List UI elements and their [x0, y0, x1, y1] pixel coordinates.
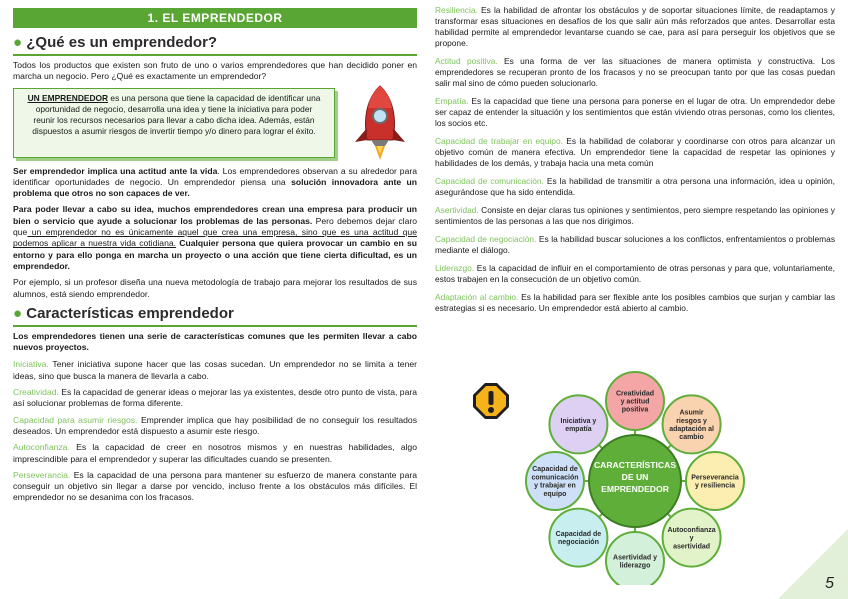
traits-intro: Los emprendedores tienen una serie de características comunes que les permiten llevar a cabo nuevos proyectos. [13, 330, 417, 353]
diagram-node-label: y [689, 535, 694, 543]
company-text: Pero debemos dejar claro que [13, 215, 418, 238]
trait-label: Asertividad. [435, 205, 479, 215]
trait-label: Capacidad para asumir riesgos. [13, 414, 138, 425]
trait-label: Capacidad de trabajar en equipo. [435, 136, 563, 146]
trait-text: Es la habilidad de afrontar los obstáculos y de soportar situaciones límite, de readaptamos y transformar esas situaciones en desafíos de los que salir aún más reforzados que antes. Desarrollar esta habilidad permite al emprendedor levantarse cuando se cae, para así para perseguir los objetivos que se propone. [435, 5, 835, 48]
trait-item [435, 234, 835, 256]
attitude-text: . Los emprendedores observan a su alrededor para identificar oportunidades de negocio. Un emprendedor piensa una [13, 165, 418, 187]
trait-label: Creatividad. [13, 387, 59, 398]
diagram-node-label: positiva [621, 406, 649, 414]
trait-text: Es la habilidad buscar soluciones a los conflictos, enfrentamientos o problemas mediante el diálogo. [435, 234, 836, 255]
trait-label: Empatía. [435, 96, 469, 106]
corner-decoration [778, 529, 848, 599]
diagram-node-label: Perseverancia [691, 474, 739, 482]
diagram-node-label: Asumir [679, 409, 704, 417]
company-bold-2: Cualquier persona que quiera provocar un cambio en su entorno y para ello ponga en marcha un proyecto o una acción que tiene cierta dificultad, es un emprendedor. [13, 238, 417, 271]
diagram-node-label: Iniciativa y [560, 417, 597, 425]
traits-right-list [435, 5, 835, 314]
trait-label: Liderazgo. [435, 263, 475, 273]
chapter-banner: 1. EL EMPRENDEDOR [13, 8, 417, 28]
section-title-que-es: ● ¿Qué es un emprendedor? [13, 34, 218, 51]
section-divider-2 [13, 325, 417, 327]
diagram-node-label: y actitud [620, 398, 650, 406]
trait-text: Consiste en dejar claras tus opiniones y sentimientos, pero siempre respetando las opiniones y sentimientos de las personas a las que nos dirigimos. [435, 205, 835, 226]
trait-label: Adaptación al cambio. [435, 292, 519, 302]
company-underlined: un emprendedor no es únicamente aquel que crea una empresa, sino que es una actitud que podemos aplicar a nuestra vida cotidiana. [13, 227, 417, 249]
intro-paragraph: Todos los productos que existen son fruto de uno o varios emprendedores que han decidido poner en marcha un negocio. Pero ¿Qué es exactamente un emprendedor? [13, 60, 417, 82]
diagram-node-label: negociación [558, 539, 599, 547]
trait-item [13, 470, 417, 504]
diagram-node-label: y trabajar en [534, 482, 576, 490]
diagram-center-line-3: EMPRENDEDOR [601, 484, 669, 494]
trait-item [435, 263, 835, 285]
trait-label: Capacidad de comunicación. [435, 176, 544, 186]
definition-text: es una persona que tiene la capacidad de identificar una oportunidad de negocio, desarrolla una idea y tiene la iniciativa para poder reunir los recursos necesarios para llevar a cabo dicha idea. Además, están dispuestos a asumir riesgos de invertir tiempo y/o dinero para lograr el éxito. [32, 92, 321, 136]
trait-item [435, 205, 835, 227]
section-title-text-2: Características emprendedor [26, 304, 234, 322]
trait-text: Es la capacidad de una persona para mantener su esfuerzo de manera constante para conseguir un objetivo sin llegar a darse por vencido, incluso frente a los obstáculos más difíciles. El emprendedor no se desanima con los fracasos. [13, 469, 417, 503]
trait-label: Iniciativa. [13, 359, 49, 370]
diagram-node-label: empatía [565, 426, 592, 434]
trait-label: Capacidad de negociación. [435, 234, 537, 244]
right-column [435, 5, 835, 321]
trait-item [435, 136, 835, 169]
attitude-paragraph [13, 166, 417, 200]
trait-label: Autoconfianza. [13, 442, 70, 453]
diagram-node-label: equipo [543, 490, 567, 498]
trait-item [13, 415, 417, 438]
diagram-node-label: riesgos y [676, 417, 707, 425]
diagram-node-label: adaptación al [669, 426, 714, 434]
diagram-node-label: cambio [679, 434, 704, 442]
characteristics-diagram [462, 370, 772, 585]
trait-text: Emprender implica que hay posibilidad de no conseguir los resultados deseados. Un emprendedor está dispuesto a asumir este riesgo. [13, 414, 418, 436]
trait-item [13, 387, 417, 410]
trait-text: Es la habilidad para ser flexible ante los posibles cambios que surjan y cambiar las estrategias si es necesario. Un emprendedor está abierto al cambio. [435, 292, 836, 313]
section-title-text: ¿Qué es un emprendedor? [26, 34, 218, 51]
company-bold: Para poder llevar a cabo su idea, muchos emprendedores crean una empresa para producir un bien o servicio que ayude a solucionar los problemas de las personas. [13, 204, 417, 226]
trait-label: Actitud positiva. [435, 56, 498, 66]
trait-item [435, 5, 835, 49]
example-paragraph: Por ejemplo, si un profesor diseña una nueva metodología de trabajo para mejorar los resultados de sus alumnos, está siendo emprendedor. [13, 277, 417, 299]
attitude-bold: Ser emprendedor implica una actitud ante la vida [13, 165, 218, 176]
diagram-node-label: Capacidad de [532, 466, 578, 474]
section-title-caracteristicas: ● Características emprendedor [13, 304, 234, 322]
trait-item [435, 292, 835, 314]
rocket-icon [349, 84, 411, 162]
diagram-node-label: comunicación [531, 474, 579, 482]
diagram-node-label: Creatividad [615, 390, 655, 398]
diagram-center-line-1: CARACTERÍSTICAS [593, 460, 677, 470]
trait-item [435, 56, 835, 89]
trait-text: Es una forma de ver las situaciones de manera optimista y constructiva. Los emprendedores se recuperan pronto de los fracasos y no se preocupan tanto por que las cosas puedan salir mal sino de cómo pueden solucionarlo. [435, 56, 835, 88]
diagram-node-label: Asertividad y [613, 554, 657, 562]
trait-text: Es la capacidad de creer en nosotros mismos y en nuestras habilidades, algo imprescindible para el emprendedor y superar las dificultades cuando se presenten. [13, 442, 417, 464]
trait-item [13, 359, 417, 382]
diagram-node-label: asertividad [673, 543, 711, 551]
traits-left-list [13, 359, 417, 503]
trait-item [435, 176, 835, 198]
definition-area [13, 88, 417, 160]
trait-text: Es la capacidad de influir en el comportamiento de otras personas y para que, voluntariamente, estos trabajen en la consecución de un objetivo común. [435, 263, 835, 284]
company-paragraph [13, 204, 417, 272]
page-number: 5 [825, 575, 834, 592]
diagram-node-label: Autoconfianza [667, 526, 716, 534]
diagram-node-label: y resiliencia [694, 482, 736, 490]
trait-text: Es la habilidad de colaborar y coordinarse con otros para alcanzar un objetivo común de manera efectiva. Un emprendedor tiene la capacidad de respetar las opiniones y habilidades de los demás, y trabaja hacia una meta común [435, 136, 835, 168]
trait-item [13, 442, 417, 465]
definition-box [13, 88, 335, 158]
left-column [13, 8, 417, 509]
diagram-center-line-2: DE UN [621, 472, 649, 482]
trait-label: Perseverancia. [13, 469, 71, 480]
trait-label: Resiliencia. [435, 5, 478, 15]
definition-term: UN EMPRENDEDOR [27, 92, 109, 103]
trait-text: Tener iniciativa supone hacer que las cosas sucedan. Un emprendedor no se limita a tener ideas, sino que busca la manera de llevarla a cabo. [13, 359, 417, 381]
section-divider [13, 54, 417, 56]
trait-text: Es la habilidad de transmitir a otra persona una información, idea u opinión, asegurándose que ha sido entendida. [435, 176, 836, 197]
trait-text: Es la capacidad que tiene una persona para ponerse en el lugar de otra. Un emprendedor debe ser capaz de entender la situación y los sentimientos que están viviendo otras personas, como los clientes, los socios etc. [435, 96, 835, 128]
diagram-node-label: Capacidad de [555, 530, 602, 538]
attitude-bold-2: solución innovadora ante un problema que otros no son capaces de ver. [13, 176, 418, 199]
diagram-node-label: liderazgo [619, 562, 651, 570]
trait-text: Es la capacidad de generar ideas o mejorar las ya existentes, desde otro punto de vista, para así solucionar problemas de forma diferente. [13, 387, 417, 409]
trait-item [435, 96, 835, 129]
